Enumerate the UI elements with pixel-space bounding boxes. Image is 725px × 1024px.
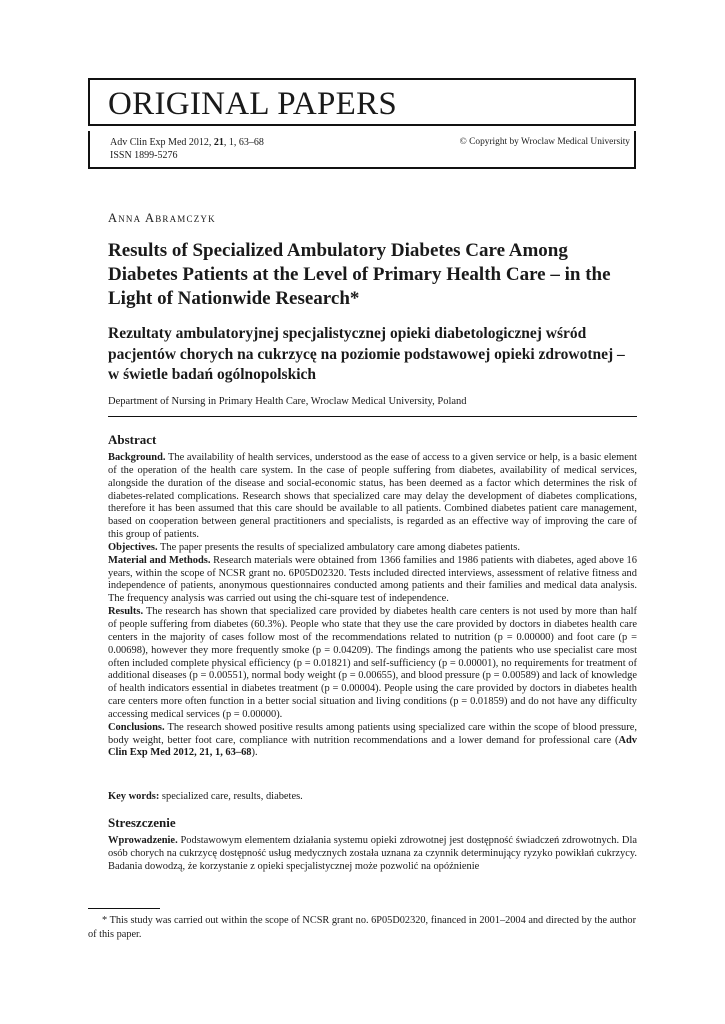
- methods-label: Material and Methods.: [108, 554, 211, 566]
- abstract-methods: [108, 555, 637, 606]
- streszczenie-body: [108, 835, 637, 874]
- abstract-conclusions: [108, 722, 637, 761]
- background-label: Background.: [108, 452, 166, 463]
- results-label: Results.: [108, 606, 144, 618]
- intro-label: Wprowadzenie.: [108, 835, 178, 846]
- author-name: Anna Abramczyk: [108, 211, 216, 225]
- affiliation: Department of Nursing in Primary Health Care, Wroclaw Medical University, Poland: [108, 396, 467, 407]
- citation-volume: 21: [213, 137, 224, 148]
- abstract-objectives: [108, 542, 637, 555]
- journal-citation: [110, 136, 264, 149]
- keywords-label: Key words:: [108, 791, 160, 802]
- abstract-body: [108, 452, 637, 760]
- journal-section-box: [88, 78, 636, 126]
- conclusions-text: The research showed positive results among patients using specialized care within the scope of blood pressure, body weight, better foot care, compliance with nutrition recommendations and a lower demand for professional care (: [108, 721, 637, 746]
- citation-block: [110, 136, 264, 162]
- journal-meta-box: [88, 131, 636, 169]
- journal-section-title: ORIGINAL PAPERS: [108, 86, 398, 122]
- abstract-background: [108, 452, 637, 542]
- results-text: The research has shown that specialized care provided by diabetes health care centers is not used by more than half of people suffering from diabetes (60.3%). People who state that they use the care provided by doctors in diabetes health care centers in the majority of cases follow most of the recommendations related to nutrition (p = 0.00000) and foot care (p = 0.00698), however they more frequently smoke (p = 0.04209). The findings among the patients who use specialist care most often included complete physical efficiency (p = 0.01821) and self-sufficiency (p = 0.00001), no requirements for treatment of additional diseases (p = 0.00551), normal body weight (p = 0.00655), and blood pressure (p = 0.00589) and lack of knowledge of health indicators essential in diabetes treatment (p = 0.00004). People using the care provided by doctors in diabetes health care centers more often function in a better social situation and living conditions (p = 0.01859) and do not have any difficulty accessing medical services (p = 0.00000).: [108, 606, 637, 720]
- abstract-heading: Abstract: [108, 432, 157, 447]
- footnote: * This study was carried out within the scope of NCSR grant no. 6P05D02320, financed in 2001–2004 and directed by the author of this paper.: [88, 915, 636, 940]
- issn: ISSN 1899-5276: [110, 150, 178, 161]
- objectives-label: Objectives.: [108, 541, 158, 553]
- intro-text: Podstawowym elementem działania systemu opieki zdrowotnej jest dostępność świadczeń zdrowotnych. Dla osób chorych na cukrzycę dostępność usług medycznych została uznana za czynnik determinujący ryzyko powikłań cukrzycy. Badania dowodzą, że korzystanie z opieki specjalistycznej może pozwolić na opóźnienie: [108, 835, 637, 872]
- conclusions-end: ).: [251, 747, 258, 759]
- background-text: The availability of health services, understood as the ease of access to a given service or help, is a basic element of the operation of the health care system. In the case of people suffering from diabetes, availability of medical services, alongside the duration of the disease and social-economic status, has been deemed as a factor which determines the risk of diabetes-related complications. Research shows that specialized care may delay the development of diabetes complications, therefore it has been assumed that this care should be available to all patients. Combined diabetes patient care management, based on cooperation between general practitioners and specialists, is regarded as an effective way of improving the care of this group of patients.: [108, 452, 637, 541]
- keywords: [108, 790, 637, 803]
- abstract-results: [108, 606, 637, 722]
- streszczenie-intro: [108, 835, 637, 874]
- citation-suffix: , 1, 63–68: [223, 137, 264, 148]
- conclusions-citation: Adv Clin Exp Med 2012, 21, 1, 63–68: [108, 734, 637, 759]
- conclusions-label: Conclusions.: [108, 721, 165, 733]
- streszczenie-heading: Streszczenie: [108, 815, 176, 830]
- keywords-text: specialized care, results, diabetes.: [159, 791, 303, 802]
- article-title: Results of Specialized Ambulatory Diabetes Care Among Diabetes Patients at the Level of Primary Health Care – in the Light of Nationwide Research*: [108, 240, 611, 309]
- article-title-polish: Rezultaty ambulatoryjnej specjalistycznej opieki diabetologicznej wśród pacjentów chorych na cukrzycę na poziomie podstawowej opieki zdrowotnej – w świetle badań ogólnopolskich: [108, 325, 625, 383]
- objectives-text: The paper presents the results of specialized ambulatory care among diabetes patients.: [157, 541, 520, 553]
- citation-prefix: Adv Clin Exp Med 2012,: [110, 137, 214, 148]
- copyright-notice: © Copyright by Wroclaw Medical University: [459, 137, 630, 147]
- methods-text: Research materials were obtained from 1366 families and 1986 patients with diabetes, aged above 16 years, within the scope of NCSR grant no. 6P05D02320. Tests included directed interviews, assessment of relative fitness and independence of patients, anonymous questionnaires conducted among patients and their families and medical data analysis. The frequency analysis was carried out using the chi-square test of independence.: [108, 554, 637, 605]
- footnote-divider: [88, 908, 160, 909]
- section-divider: [108, 416, 637, 417]
